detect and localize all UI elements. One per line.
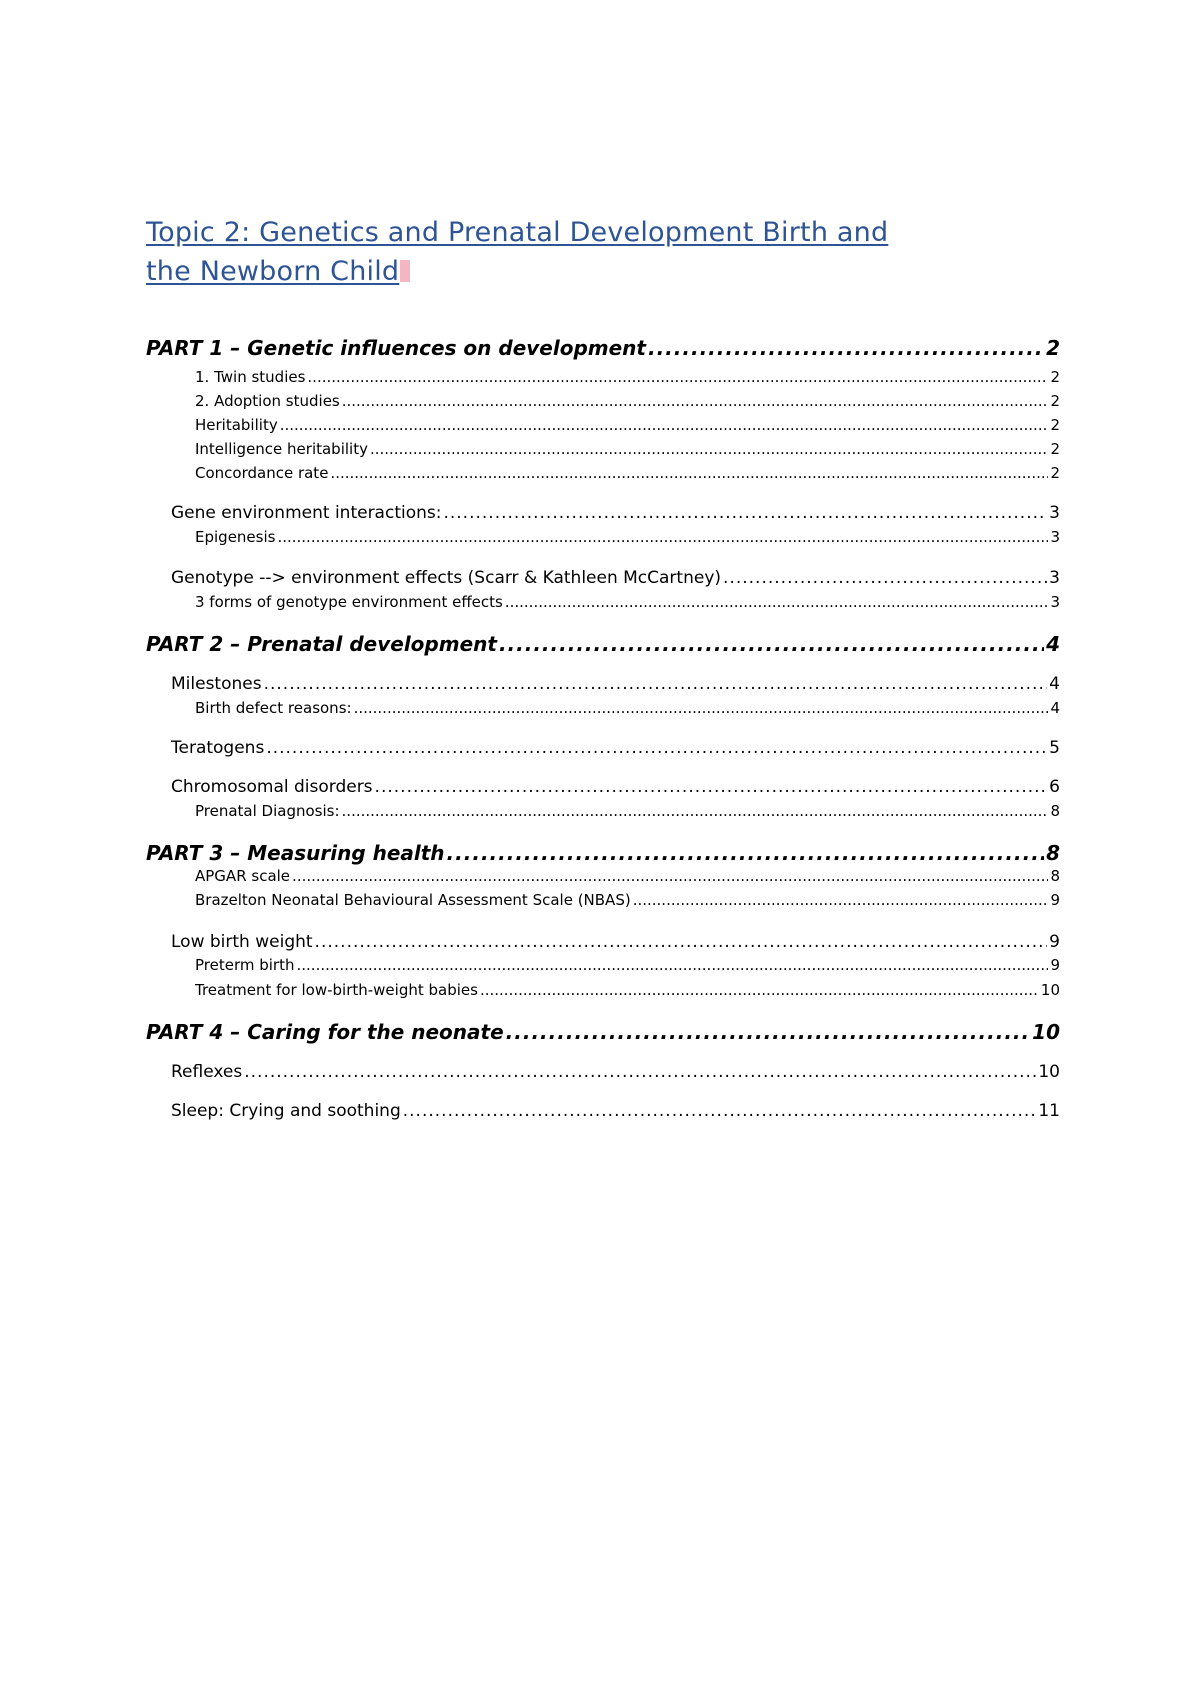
toc-entry-title: Gene environment interactions:	[171, 503, 442, 523]
toc-page-number: 2	[1050, 440, 1060, 458]
toc-dot-leader	[266, 738, 1047, 758]
toc-dot-leader	[648, 336, 1044, 360]
toc-entry[interactable]	[171, 568, 1060, 588]
toc-dot-leader	[264, 674, 1048, 694]
toc-entry-title: Preterm birth	[195, 956, 295, 974]
toc-page-number: 10	[1032, 1020, 1060, 1044]
toc-entry[interactable]	[171, 674, 1060, 694]
toc-entry[interactable]	[171, 503, 1060, 523]
toc-page-number: 3	[1049, 568, 1060, 588]
document-title	[146, 213, 1076, 291]
toc-entry-title: Sleep: Crying and soothing	[171, 1101, 401, 1121]
toc-entry-title: PART 2 – Prenatal development	[146, 632, 497, 656]
toc-entry[interactable]	[195, 368, 1060, 386]
toc-entry[interactable]	[195, 464, 1060, 482]
toc-dot-leader	[403, 1101, 1037, 1121]
toc-entry-title: Prenatal Diagnosis:	[195, 802, 340, 820]
toc-entry[interactable]	[195, 802, 1060, 820]
toc-entry[interactable]	[171, 1062, 1060, 1082]
toc-entry-title: Heritability	[195, 416, 278, 434]
toc-entry-title: Treatment for low-birth-weight babies	[195, 981, 478, 999]
toc-entry[interactable]	[171, 932, 1060, 952]
toc-dot-leader	[370, 440, 1048, 458]
toc-page-number: 3	[1050, 528, 1060, 546]
toc-entry-title: Teratogens	[171, 738, 265, 758]
toc-dot-leader	[342, 392, 1049, 410]
toc-page-number: 4	[1049, 674, 1060, 694]
toc-entry[interactable]	[195, 528, 1060, 546]
toc-entry-title: Genotype --> environment effects (Scarr & Kathleen McCartney)	[171, 568, 722, 588]
toc-page-number: 4	[1050, 699, 1060, 717]
toc-entry[interactable]	[171, 777, 1060, 797]
toc-page-number: 2	[1050, 416, 1060, 434]
toc-entry-title: Low birth weight	[171, 932, 313, 952]
toc-page-number: 5	[1049, 738, 1060, 758]
toc-entry[interactable]	[171, 738, 1060, 758]
toc-page-number: 8	[1046, 841, 1060, 865]
toc-dot-leader	[506, 1020, 1031, 1044]
toc-page-number: 6	[1049, 777, 1060, 797]
toc-entry[interactable]	[146, 632, 1060, 656]
toc-page-number: 2	[1050, 464, 1060, 482]
toc-dot-leader	[315, 932, 1048, 952]
toc-entry[interactable]	[195, 392, 1060, 410]
toc-entry-title: 2. Adoption studies	[195, 392, 340, 410]
toc-page-number: 4	[1046, 632, 1060, 656]
toc-entry-title: Concordance rate	[195, 464, 329, 482]
toc-entry-title: Milestones	[171, 674, 262, 694]
toc-entry-title: Intelligence heritability	[195, 440, 368, 458]
toc-dot-leader	[280, 416, 1049, 434]
toc-page-number: 10	[1038, 1062, 1060, 1082]
toc-entry-title: PART 3 – Measuring health	[146, 841, 445, 865]
title-line-2: the Newborn Child	[146, 256, 400, 287]
toc-dot-leader	[443, 503, 1047, 523]
toc-dot-leader	[447, 841, 1045, 865]
toc-page-number: 3	[1050, 593, 1060, 611]
toc-entry[interactable]	[195, 891, 1060, 909]
toc-entry-title: 1. Twin studies	[195, 368, 306, 386]
toc-entry-title: Epigenesis	[195, 528, 276, 546]
toc-page-number: 3	[1049, 503, 1060, 523]
toc-dot-leader	[244, 1062, 1036, 1082]
toc-page-number: 8	[1050, 867, 1060, 885]
toc-entry-title: Chromosomal disorders	[171, 777, 373, 797]
toc-dot-leader	[505, 593, 1049, 611]
toc-page-number: 9	[1049, 932, 1060, 952]
title-line-1: Topic 2: Genetics and Prenatal Development Birth and	[146, 217, 889, 248]
toc-entry[interactable]	[195, 981, 1060, 999]
toc-page-number: 10	[1040, 981, 1060, 999]
toc-dot-leader	[354, 699, 1049, 717]
toc-entry[interactable]	[146, 1020, 1060, 1044]
toc-entry[interactable]	[195, 699, 1060, 717]
text-cursor-marker	[400, 260, 410, 282]
toc-entry-title: PART 4 – Caring for the neonate	[146, 1020, 504, 1044]
toc-entry-title: 3 forms of genotype environment effects	[195, 593, 503, 611]
toc-dot-leader	[375, 777, 1048, 797]
toc-entry[interactable]	[195, 593, 1060, 611]
toc-entry[interactable]	[195, 416, 1060, 434]
toc-dot-leader	[292, 867, 1048, 885]
toc-entry-title: Reflexes	[171, 1062, 243, 1082]
toc-dot-leader	[723, 568, 1047, 588]
toc-page-number: 2	[1050, 368, 1060, 386]
toc-page-number: 11	[1038, 1101, 1060, 1121]
toc-dot-leader	[277, 528, 1048, 546]
toc-dot-leader	[297, 956, 1049, 974]
toc-page-number: 2	[1046, 336, 1060, 360]
toc-entry-title: Brazelton Neonatal Behavioural Assessment Scale (NBAS)	[195, 891, 631, 909]
toc-entry[interactable]	[195, 440, 1060, 458]
toc-dot-leader	[480, 981, 1039, 999]
toc-entry-title: APGAR scale	[195, 867, 291, 885]
toc-dot-leader	[342, 802, 1049, 820]
toc-entry-title: PART 1 – Genetic influences on development	[146, 336, 646, 360]
toc-entry[interactable]	[195, 956, 1060, 974]
toc-dot-leader	[307, 368, 1048, 386]
toc-page-number: 2	[1050, 392, 1060, 410]
toc-entry[interactable]	[146, 336, 1060, 360]
toc-page-number: 9	[1050, 956, 1060, 974]
toc-dot-leader	[330, 464, 1048, 482]
toc-dot-leader	[633, 891, 1049, 909]
toc-entry[interactable]	[195, 867, 1060, 885]
toc-page-number: 8	[1050, 802, 1060, 820]
toc-page-number: 9	[1050, 891, 1060, 909]
toc-entry-title: Birth defect reasons:	[195, 699, 352, 717]
toc-entry[interactable]	[171, 1101, 1060, 1121]
toc-entry[interactable]	[146, 841, 1060, 865]
toc-dot-leader	[499, 632, 1044, 656]
